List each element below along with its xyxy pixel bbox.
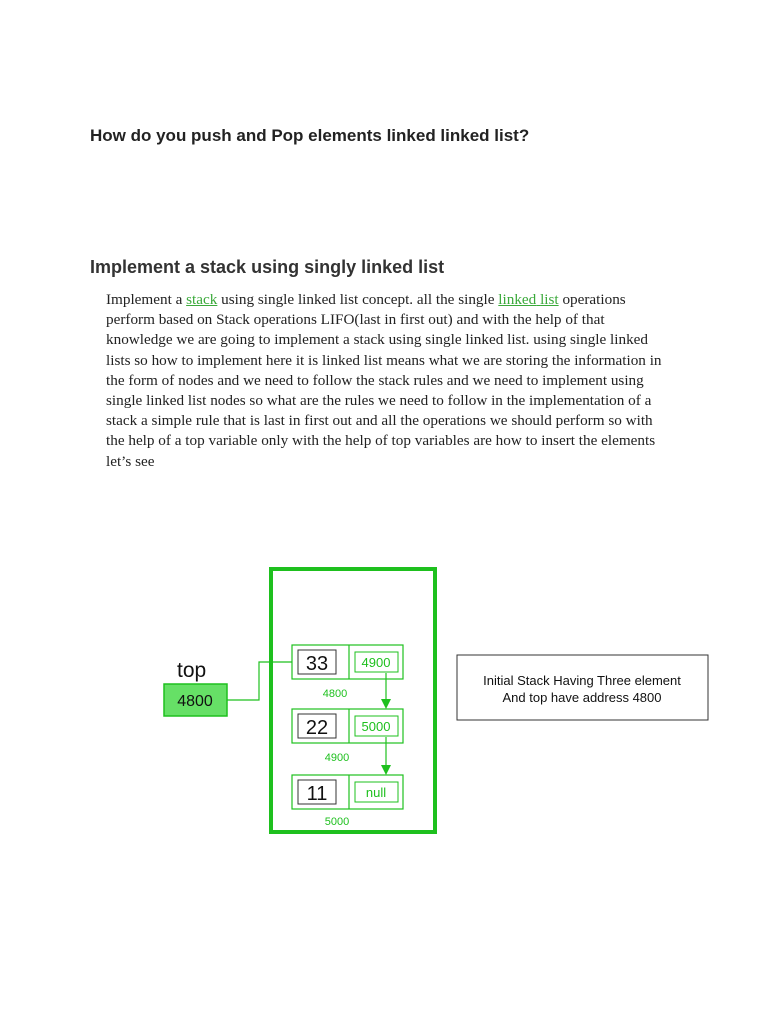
paragraph-text-2: using single linked list concept. all the single	[217, 291, 499, 308]
node-address: 5000	[324, 816, 350, 828]
top-label: top	[177, 659, 207, 682]
node-data: 22	[305, 717, 329, 739]
node-address: 4900	[324, 752, 350, 764]
page-title: How do you push and Pop elements linked linked list?	[90, 126, 530, 145]
node-data: 33	[305, 653, 329, 675]
caption-line-1: Initial Stack Having Three element	[483, 673, 681, 688]
paragraph-text-3: operations perform based on Stack operations LIFO(last in first out) and with the help of that knowledge we are going to implement a stack using single linked list. using single linked lists so how to implement here it is linked list means what we are storing the information in the form of nodes and we need to follow the stack rules and we need to implement using single linked list nodes so what are the rules we need to follow in the implementation of a stack a simple rule that is last in first out and all the operations we should perform so with the help of a top variable only with the help of top variables are how to insert the elements let’s see	[106, 291, 662, 470]
list-link-text: list	[540, 291, 559, 308]
node-next: 5000	[361, 719, 391, 734]
node-next: 4900	[361, 655, 391, 670]
top-value: 4800	[177, 693, 213, 710]
stack-container	[271, 569, 435, 832]
stack-node	[292, 775, 403, 828]
node-data: 11	[306, 783, 328, 805]
caption-line-2: And top have address 4800	[502, 690, 662, 705]
node-address: 4800	[322, 688, 348, 700]
paragraph-text-1: Implement a	[106, 291, 187, 308]
linked-link-text: linked	[498, 291, 537, 308]
node-next: null	[365, 785, 387, 800]
top-pointer-line	[227, 662, 292, 700]
section-title: Implement a stack using singly linked list	[90, 257, 445, 277]
stack-link[interactable]: stack	[186, 291, 218, 308]
